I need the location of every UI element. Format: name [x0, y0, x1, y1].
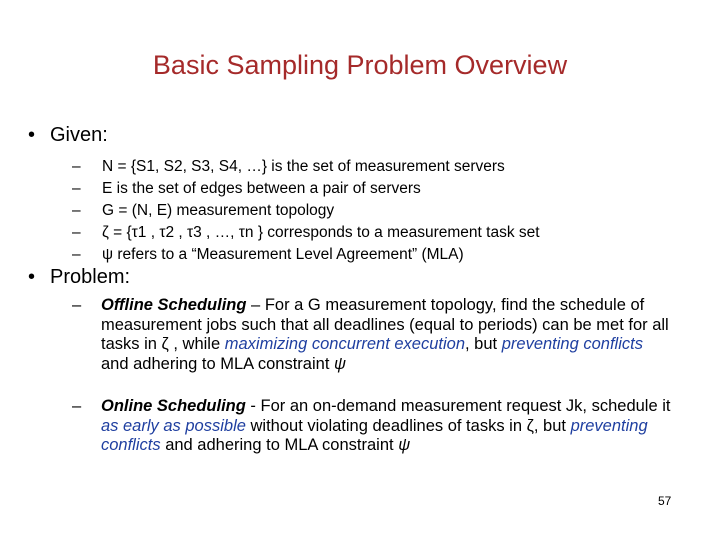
- dash: –: [72, 296, 82, 314]
- page-number: 57: [658, 494, 672, 508]
- given-item-text: G = (N, E) measurement topology: [102, 202, 335, 219]
- job-symbol: Jk: [565, 397, 583, 415]
- bullet-dot: •: [28, 124, 36, 146]
- offline-part: , but: [465, 335, 502, 353]
- online-highlight: preventing conflicts: [101, 416, 648, 454]
- dash: –: [72, 180, 81, 197]
- dash: –: [72, 158, 81, 175]
- dash: –: [72, 202, 81, 219]
- given-item-text: ψ refers to a “Measurement Level Agreement” (MLA): [102, 246, 464, 263]
- offline-scheduling-item: [72, 296, 672, 374]
- online-part: and adhering to MLA constraint: [160, 436, 399, 454]
- given-item-text: E is the set of edges between a pair of servers: [102, 180, 421, 197]
- online-part: without violating deadlines of tasks in ζ, but: [245, 416, 571, 435]
- problem-bullet: [28, 266, 130, 289]
- online-part: - For an on-demand measurement request: [245, 397, 566, 415]
- given-item-text: ζ = {τ1 , τ2 , τ3 , …, τn } corresponds to a measurement task set: [102, 224, 540, 241]
- slide-title: Basic Sampling Problem Overview: [152, 50, 568, 80]
- dash: –: [72, 246, 81, 263]
- bullet-dot: •: [28, 266, 36, 288]
- online-heading: Online Scheduling: [101, 397, 246, 415]
- online-scheduling-item: [72, 397, 672, 456]
- dash: –: [72, 224, 81, 241]
- psi-symbol: ψ: [398, 436, 411, 454]
- online-scheduling-text: [101, 397, 672, 456]
- offline-heading: Offline Scheduling: [101, 296, 247, 314]
- offline-scheduling-text: [101, 296, 672, 374]
- given-bullet: [28, 124, 108, 147]
- offline-highlight: preventing conflicts: [501, 335, 643, 353]
- psi-symbol: ψ: [333, 354, 346, 373]
- online-part: , schedule it: [582, 397, 671, 415]
- problem-label: Problem:: [50, 266, 131, 288]
- online-highlight: as early as possible: [101, 416, 246, 435]
- offline-part: – For a G measurement topology, find the schedule of measurement jobs such that all deadlines (equal to periods) can be met for all tasks in ζ , while: [101, 296, 669, 353]
- dash: –: [72, 397, 82, 415]
- given-label: Given:: [50, 124, 108, 146]
- offline-highlight: maximizing concurrent execution: [224, 335, 466, 353]
- offline-part: and adhering to MLA constraint: [101, 354, 334, 373]
- given-item-text: N = {S1, S2, S3, S4, …} is the set of measurement servers: [102, 158, 505, 175]
